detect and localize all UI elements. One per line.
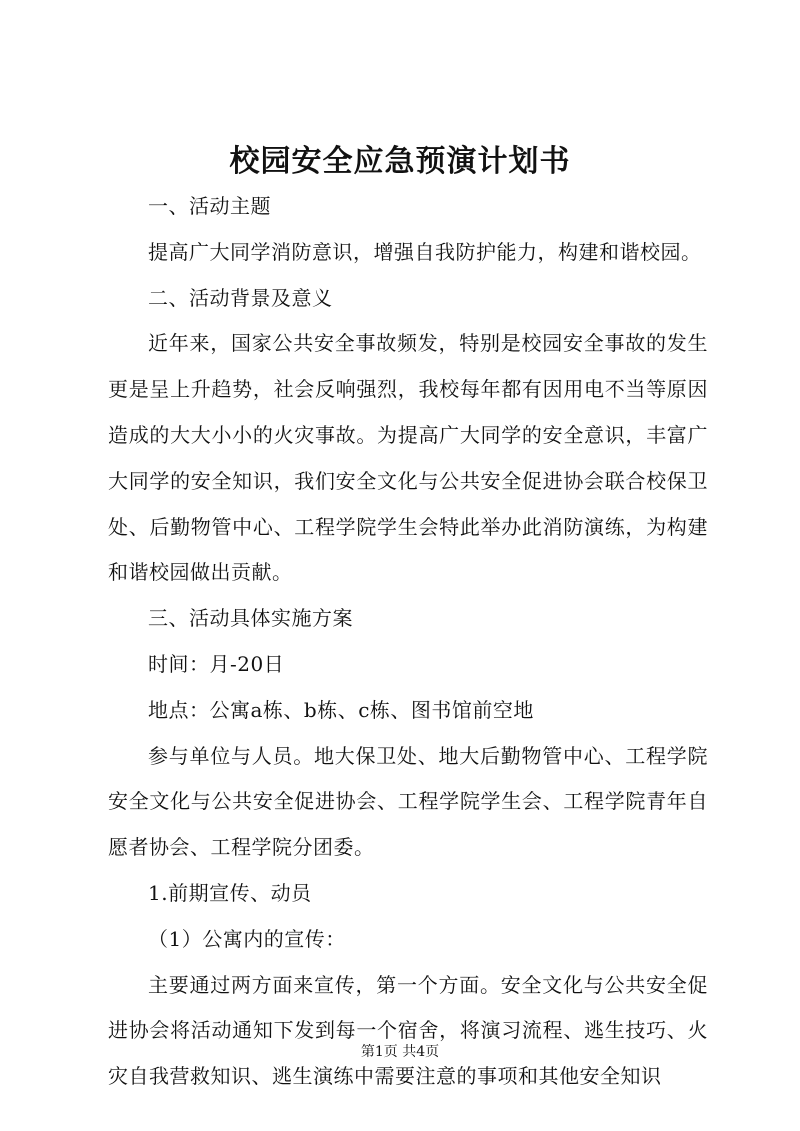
document-title: 校园安全应急预演计划书	[229, 144, 571, 179]
page-indicator: 第1页 共4页	[360, 1044, 440, 1060]
paragraph-participants: 参与单位与人员。地大保卫处、地大后勤物管中心、工程学院安全文化与公共安全促进协会、工程学院学生会、工程学院青年自愿者协会、工程学院分团委。	[108, 743, 708, 860]
section-heading-theme: 一、活动主题	[148, 194, 271, 218]
paragraph-background: 近年来，国家公共安全事故频发，特别是校园安全事故的发生更是呈上升趋势，社会反响强烈，我校每年都有因用电不当等原因造成的大大小小的火灾事故。为提高广大同学的安全意识，丰富广大同学的安全知识，我们安全文化与公共安全促进协会联合校保卫处、后勤物管中心、工程学院学生会特此举办此消防演练，为构建和谐校园做出贡献。	[108, 331, 708, 585]
subsection-heading-publicity: 1.前期宣传、动员	[148, 880, 312, 905]
subsection-heading-dorm: （1）公寓内的宣传：	[148, 926, 346, 951]
section-heading-plan: 三、活动具体实施方案	[148, 606, 353, 631]
paragraph-theme: 提高广大同学消防意识，增强自我防护能力，构建和谐校园。	[148, 239, 702, 264]
document-body	[108, 184, 708, 1100]
section-heading-background: 二、活动背景及意义	[148, 285, 333, 310]
paragraph-location: 地点：公寓a栋、b栋、c栋、图书馆前空地	[148, 697, 534, 722]
paragraph-time: 时间：月-20日	[148, 651, 285, 676]
paragraph-dorm-publicity: 主要通过两方面来宣传，第一个方面。安全文化与公共安全促进协会将活动通知下发到每一个宿舍，将演习流程、逃生技巧、火灾自我营救知识、逃生演练中需要注意的事项和其他安全知识	[108, 972, 708, 1089]
